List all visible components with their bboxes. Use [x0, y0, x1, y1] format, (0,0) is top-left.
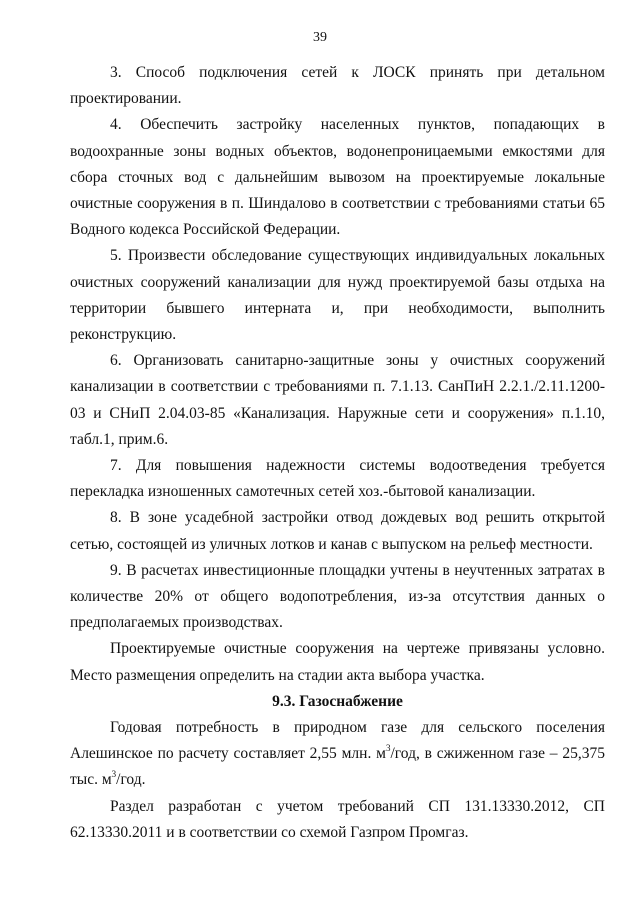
gas-demand-paragraph	[70, 715, 605, 794]
paragraph-item-3: 3. Способ подключения сетей к ЛОСК принять при детальном проектировании.	[70, 64, 605, 108]
paragraph-item-6: 6. Организовать санитарно-защитные зоны у очистных сооружений канализации в соответствии с требованиями п. 7.1.13. СанПиН 2.2.1./2.11.1200-03 и СНиП 2.04.03-85 «Канализация. Наружные сети и сооружения» п.1.10, табл.1, прим.6.	[70, 352, 605, 448]
closing-paragraph: Раздел разработан с учетом требований СП 131.13330.2012, СП 62.13330.2011 и в соответствии со схемой Газпром Промгаз.	[70, 797, 605, 841]
paragraph-item-8: 8. В зоне усадебной застройки отвод дождевых вод решить открытой сетью, состоящей из уличных лотков и канав с выпуском на рельеф местности.	[70, 509, 605, 553]
paragraph-item-5: 5. Произвести обследование существующих индивидуальных локальных очистных сооружений канализации для нужд проектируемой базы отдыха на территории бывшего интерната и, при необходимости, выполнить реконструкцию.	[70, 247, 605, 344]
page-number: 39	[313, 30, 327, 45]
superscript-a: 3	[385, 743, 391, 754]
gas-text-part-c: /год.	[116, 771, 146, 789]
superscript-b: 3	[111, 769, 117, 780]
section-heading: 9.3. Газоснабжение	[272, 692, 403, 710]
paragraph-note: Проектируемые очистные сооружения на чертеже привязаны условно. Место размещения определить на стадии акта выбора участка.	[70, 640, 605, 684]
paragraph-item-9: 9. В расчетах инвестиционные площадки учтены в неучтенных затратах в количестве 20% от общего водопотребления, из-за отсутствия данных о предполагаемых производствах.	[70, 561, 605, 632]
document-body	[70, 60, 605, 846]
gas-text-part-b: /год, в сжиженном газе – 25,375 тыс. м	[70, 745, 606, 789]
paragraph-item-7: 7. Для повышения надежности системы водоотведения требуется перекладка изношенных самотечных сетей хоз.-бытовой канализации.	[70, 457, 605, 501]
paragraph-item-4: 4. Обеспечить застройку населенных пунктов, попадающих в водоохранные зоны водных объектов, водонепроницаемыми емкостями для сбора сточных вод с дальнейшим вывозом на проектируемые локальные очистные сооружения в п. Шиндалово в соответствии с требованиями статьи 65 Водного кодекса Российской Федерации.	[70, 116, 605, 239]
gas-text-part-a: Годовая потребность в природном газе для сельского поселения Алешинское по расчету составляет 2,55 млн. м	[70, 719, 605, 763]
